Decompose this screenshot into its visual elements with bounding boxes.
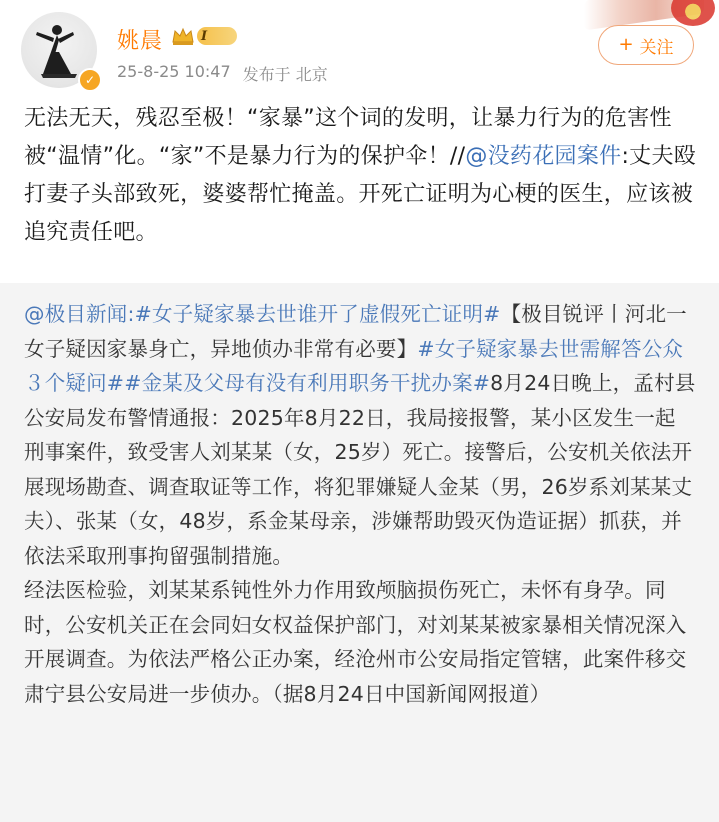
hashtag-link[interactable]: #女子疑家暴去世谁开了虚假死亡证明# — [134, 302, 501, 326]
username[interactable]: 姚晨 — [117, 29, 164, 54]
repost-text — [24, 297, 696, 711]
repost-body: 经法医检验，刘某某系钝性外力作用致颅脑损伤死亡，未怀有身孕。同时，公安机关正在会同妇女权益保护部门，对刘某某被家暴相关情况深入开展调查。为依法严格公正办案，经沧州市公安局指定管辖，此案件移交肃宁县公安局进一步侦办。（据8月24日中国新闻网报道） — [24, 578, 687, 706]
post-header — [0, 0, 719, 100]
source-mention-link[interactable]: @极目新闻 — [24, 302, 128, 326]
post-meta — [117, 62, 328, 85]
post-text-tail: :丈夫殴打妻子头部致死，婆婆帮忙掩盖。开死亡证明为心梗的医生，应该被追究责任吧。 — [24, 144, 697, 245]
plus-icon: + — [618, 34, 634, 55]
verified-badge-icon: ✓ — [78, 68, 102, 92]
crown-level-icon — [171, 26, 195, 46]
level-label: I — [197, 27, 237, 45]
hashtag-link[interactable]: #金某及父母有没有利用职务干扰办案# — [124, 371, 491, 395]
emblem-icon — [671, 0, 715, 26]
timestamp: 25-8-25 10:47 — [117, 62, 231, 81]
location: 发布于 北京 — [242, 65, 328, 84]
repost-card[interactable] — [0, 283, 719, 822]
user-mention-link[interactable]: @没药花园案件 — [465, 144, 622, 169]
post-text — [24, 100, 699, 252]
repost-bracket-text: 【极目锐评丨河北一女子疑因家暴身亡，异地侦办非常有必要】 — [24, 302, 687, 361]
post-text-main: 无法无天，残忍至极！“家暴”这个词的发明，让暴力行为的危害性被“温情”化。“家”不是暴力行为的保护伞！// — [24, 106, 672, 169]
follow-button[interactable] — [598, 25, 694, 65]
follow-label: 关注 — [639, 37, 674, 58]
hashtag-link[interactable]: #女子疑家暴去世需解答公众３个疑问# — [24, 336, 684, 395]
level-badge[interactable] — [171, 26, 237, 46]
mention-separator: : — [127, 302, 135, 326]
repost-body: 8月24日晚上，孟村县公安局发布警情通报：2025年8月22日，我局接报警，某小区发生一起刑事案件，致受害人刘某某（女，25岁）死亡。接警后，公安机关依法开展现场勘查、调查取证等工作，将犯罪嫌疑人金某（男，26岁系刘某某丈夫）、张某（女，48岁，系金某母亲，涉嫌帮助毁灭伪造证据）抓获，并依法采取刑事拘留强制措施。 — [24, 371, 696, 568]
